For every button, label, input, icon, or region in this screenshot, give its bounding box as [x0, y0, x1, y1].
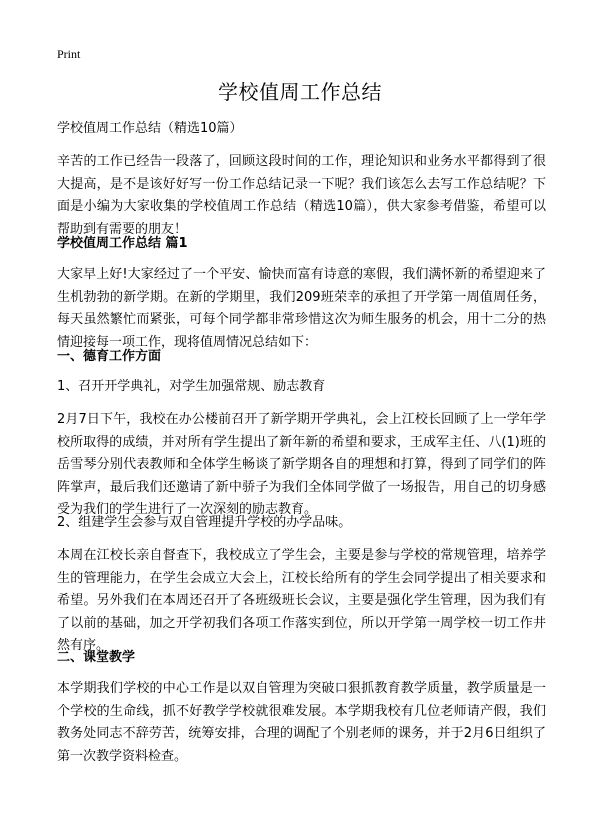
page-title: 学校值周工作总结 — [218, 80, 382, 104]
paragraph-classroom-teaching: 本学期我们学校的中心工作是以双自管理为突破口狠抓教育教学质量，教学质量是一个学校的生命线，抓不好教学学校就很难发展。本学期我校有几位老师请产假，我们教务处同志不辞劳苦，统筹安排，合理的调配了个别老师的课务，并于2月6日组织了第一次教学资料检查。 — [57, 681, 546, 764]
print-link[interactable]: Print — [57, 47, 81, 61]
list-item-student-union: 2、组建学生会参与双自管理提升学校的办学品味。 — [57, 515, 352, 530]
section-title: 学校值周工作总结 篇1 — [57, 236, 188, 251]
list-item-opening-ceremony: 1、召开开学典礼，对学生加强常规、励志教育 — [57, 379, 326, 394]
paragraph-opening-ceremony: 2月7日下午，我校在办公楼前召开了新学期开学典礼，会上江校长回顾了上一学年学校所取得的成绩，并对所有学生提出了新年新的希望和要求，王成军主任、八(1)班的岳雪琴分别代表教师和全体学生畅谈了新学期各自的理想和打算，得到了同学们的阵阵掌声，最后我们还邀请了新中骄子为我们全体同学做了一场报告，用自己的切身感受为我们的学生进行了一次深刻的励志教育。 — [57, 412, 546, 517]
paragraph-greeting: 大家早上好!大家经过了一个平安、愉快而富有诗意的寒假，我们满怀新的希望迎来了生机勃勃的新学期。在新的学期里，我们209班荣幸的承担了开学第一周值周任务，每天虽然繁忙而紧张，可每个同学都非常珍惜这次为师生服务的机会，用十二分的热情迎接每一项工作，现将值周情况总结如下： — [57, 267, 546, 350]
heading-classroom-teaching: 二、课堂教学 — [57, 650, 136, 665]
document-subtitle: 学校值周工作总结（精选10篇） — [57, 121, 243, 136]
heading-moral-education: 一、德育工作方面 — [57, 349, 162, 364]
intro-paragraph: 辛苦的工作已经告一段落了，回顾这段时间的工作，理论知识和业务水平都得到了很大提高，是不是该好好写一份工作总结记录一下呢？我们该怎么去写工作总结呢？下面是小编为大家收集的学校值周工作总结（精选10篇），供大家参考借鉴，希望可以帮助到有需要的朋友！ — [57, 154, 546, 237]
paragraph-student-union: 本周在江校长亲自督查下，我校成立了学生会，主要是参与学校的常规管理，培养学生的管理能力，在学生会成立大会上，江校长给所有的学生会同学提出了相关要求和希望。另外我们在本周还召开了各班级班长会议，主要是强化学生管理，因为我们有了以前的基础，加之开学初我们各项工作落实到位，所以开学第一周学校一切工作井然有序。 — [57, 548, 546, 653]
